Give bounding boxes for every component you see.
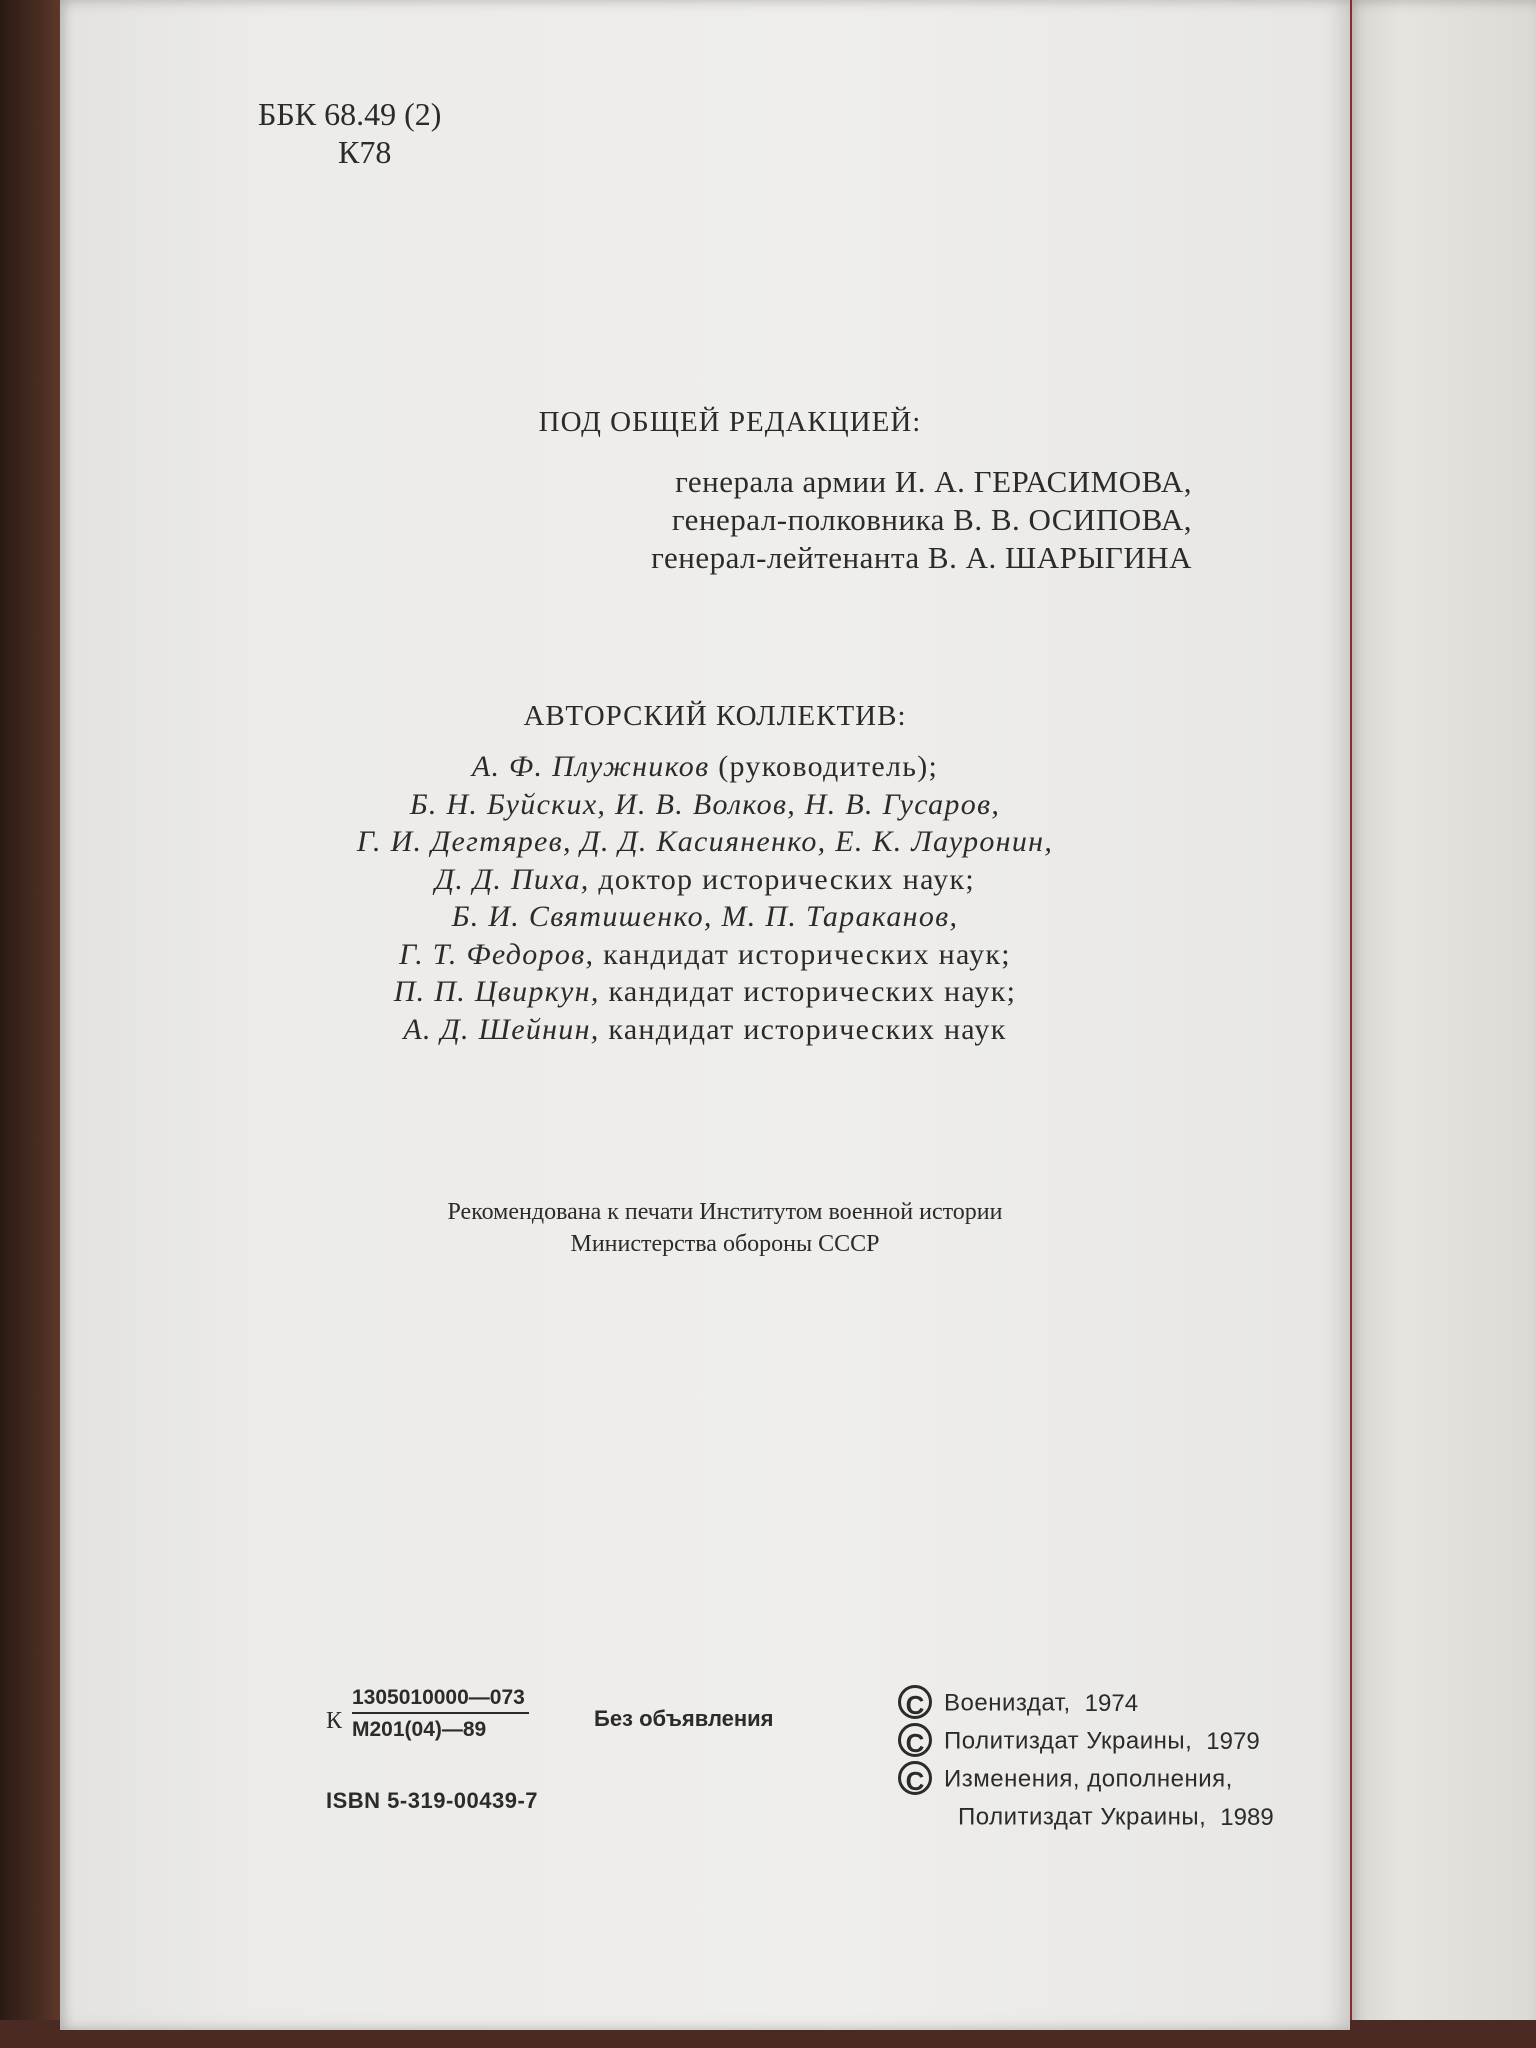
author-names: П. П. Цвиркун, [393,975,600,1008]
editor-line: генерал-полковника В. В. ОСИПОВА, [671,502,1192,537]
editors-list [60,463,1430,577]
isbn-number: ISBN 5-319-00439-7 [326,1788,539,1813]
authors-heading: АВТОРСКИЙ КОЛЛЕКТИВ: [523,700,907,732]
copyright-row [898,1722,1274,1760]
author-role: (руководитель); [709,750,939,783]
recommendation-note [60,1196,1370,1260]
author-role: кандидат исторических наук; [594,937,1011,971]
next-page-edge [1345,0,1536,2048]
copyright-publisher: Изменения, дополнения, [944,1765,1233,1793]
copyright-year: 1979 [1206,1727,1260,1755]
editor-line: генерал-лейтенанта В. А. ШАРЫГИНА [651,540,1192,575]
index-fraction [352,1686,529,1742]
author-line [60,898,1350,936]
authors-list [60,748,1350,1048]
author-names: Г. Т. Федоров, [399,937,595,971]
editorial-heading: ПОД ОБЩЕЙ РЕДАКЦИЕЙ: [538,406,922,438]
copyright-row [898,1684,1274,1722]
index-letter: К [326,1708,343,1734]
copyright-block [898,1684,1274,1836]
author-names: Б. И. Святишенко, М. П. Тараканов, [451,900,959,933]
author-line [60,936,1350,974]
bbk-line-2: К78 [338,134,392,170]
index-denominator: М201(04)—89 [352,1718,487,1741]
author-line [60,861,1350,899]
copyright-publisher: Политиздат Украины, [944,1727,1193,1755]
author-names: Д. Д. Пиха, [434,862,590,896]
editor-line: генерала армии И. А. ГЕРАСИМОВА, [675,464,1192,499]
copyright-icon: C [898,1761,932,1795]
no-announcement-label: Без объявления [594,1706,774,1731]
copyright-publisher: Политиздат Украины, [958,1803,1207,1831]
recommendation-line-1: Рекомендована к печати Институтом военной истории [447,1199,1003,1225]
bbk-line-1: ББК 68.49 (2) [258,96,442,132]
copyright-icon: C [898,1685,932,1719]
author-line [60,786,1350,824]
author-names: А. Ф. Плужников [471,750,710,783]
author-names: Г. И. Дегтярев, Д. Д. Касияненко, Е. К. Лауронин, [356,825,1054,858]
author-names: Б. Н. Буйских, И. В. Волков, Н. В. Гусаров, [409,787,1001,821]
copyright-row [898,1798,1274,1836]
copyright-icon: C [898,1723,932,1757]
author-line [60,1011,1350,1049]
recommendation-line-2: Министерства обороны СССР [570,1231,880,1257]
author-line [60,748,1350,786]
author-line [60,973,1350,1011]
book-page [60,0,1350,2030]
index-numerator: 1305010000—073 [352,1686,529,1714]
bbk-code [258,96,441,172]
copyright-year: 1989 [1220,1803,1274,1831]
copyright-row [898,1760,1274,1798]
copyright-year: 1974 [1084,1689,1139,1717]
author-role: кандидат исторических наук; [599,975,1017,1008]
author-role: доктор исторических наук; [589,862,975,896]
copyright-publisher: Воениздат, [944,1689,1071,1717]
author-line [60,823,1350,861]
author-role: кандидат исторических наук [599,1012,1007,1046]
author-names: А. Д. Шейнин, [403,1012,600,1046]
